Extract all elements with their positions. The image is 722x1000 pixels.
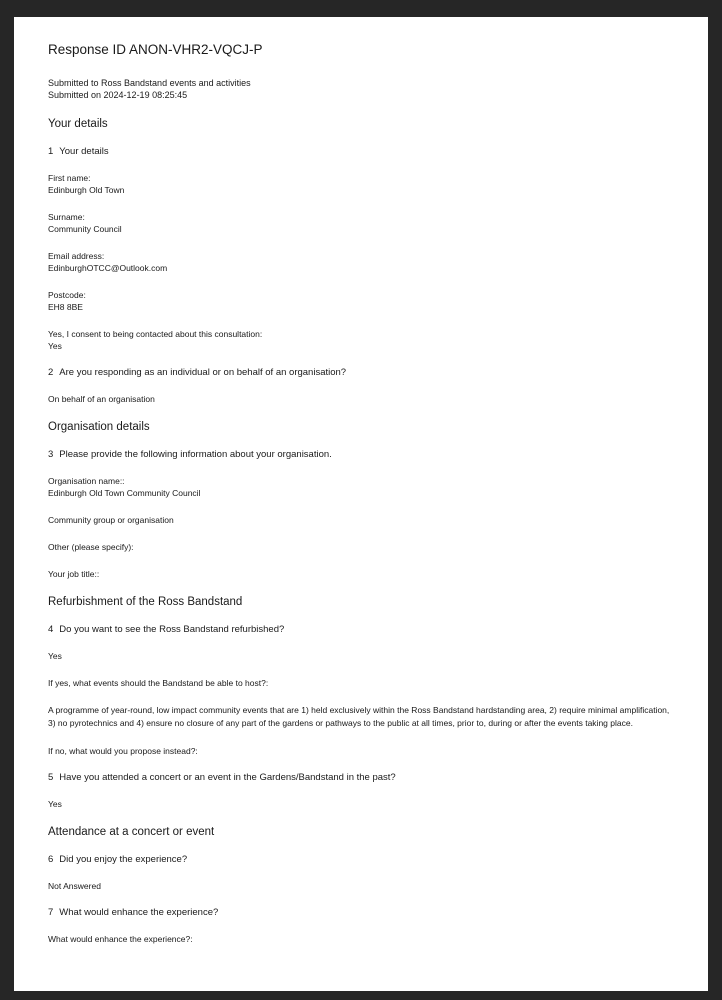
section-heading-organisation-details: Organisation details (48, 421, 150, 433)
field-value: Yes (48, 341, 62, 351)
organisation-type: Community group or organisation (48, 515, 174, 525)
section-heading-your-details: Your details (48, 118, 108, 130)
other-specify-label: Other (please specify): (48, 542, 134, 552)
answer-block (48, 393, 673, 405)
submission-meta (48, 77, 673, 101)
question-number: 6 (48, 854, 54, 865)
answer-block (48, 880, 673, 892)
answer-q6: Not Answered (48, 881, 101, 891)
question-text: Are you responding as an individual or on behalf of an organisation? (59, 367, 347, 378)
field-label: Email address: (48, 251, 105, 261)
answer-block (48, 933, 673, 945)
response-id-title: Response ID ANON-VHR2-VQCJ-P (48, 42, 263, 57)
answer-block (48, 568, 673, 580)
field-email (48, 250, 673, 274)
section-heading-attendance: Attendance at a concert or event (48, 826, 215, 838)
answer-block (48, 798, 673, 810)
question-text: Did you enjoy the experience? (59, 854, 188, 865)
field-value: EH8 8BE (48, 302, 83, 312)
field-label: First name: (48, 173, 91, 183)
events-label: If yes, what events should the Bandstand be able to host?: (48, 678, 269, 688)
section-heading-refurbishment: Refurbishment of the Ross Bandstand (48, 596, 243, 608)
field-value: Edinburgh Old Town Community Council (48, 488, 201, 498)
field-label: Postcode: (48, 290, 86, 300)
question-6 (48, 854, 673, 866)
field-value: Edinburgh Old Town (48, 185, 125, 195)
question-3 (48, 449, 673, 461)
question-text: Do you want to see the Ross Bandstand refurbished? (59, 624, 285, 635)
field-label: Surname: (48, 212, 85, 222)
question-number: 2 (48, 367, 54, 378)
question-text: Please provide the following information about your organisation. (59, 449, 332, 460)
question-7 (48, 907, 673, 919)
answer-q2: On behalf of an organisation (48, 394, 155, 404)
question-1 (48, 146, 673, 158)
field-value: Community Council (48, 224, 122, 234)
job-title-label: Your job title:: (48, 569, 100, 579)
field-organisation-name (48, 475, 673, 499)
question-text: Have you attended a concert or an event in the Gardens/Bandstand in the past? (59, 772, 396, 783)
question-number: 1 (48, 146, 54, 157)
field-first-name (48, 172, 673, 196)
answer-block (48, 745, 673, 757)
question-text: Your details (59, 146, 109, 157)
field-postcode (48, 289, 673, 313)
question-4 (48, 624, 673, 636)
events-answer: A programme of year-round, low impact community events that are 1) held exclusively within the Ross Bandstand hardstanding area, 2) require minimal amplification, 3) no pyrotechnics and 4) ensure no closure of any part of the gardens or pathways to the public at all times, prior to, during or after the events taking place. (48, 705, 670, 728)
submitted-on: Submitted on 2024-12-19 08:25:45 (48, 90, 188, 100)
enhance-experience-label: What would enhance the experience?: (48, 934, 193, 944)
field-value: EdinburghOTCC@Outlook.com (48, 263, 168, 273)
answer-block (48, 704, 673, 730)
answer-block (48, 514, 673, 526)
question-5 (48, 772, 673, 784)
answer-q5: Yes (48, 799, 62, 809)
question-text: What would enhance the experience? (59, 907, 219, 918)
answer-block (48, 541, 673, 553)
document-page (14, 17, 708, 991)
question-number: 3 (48, 449, 54, 460)
question-number: 5 (48, 772, 54, 783)
propose-instead-label: If no, what would you propose instead?: (48, 746, 198, 756)
field-surname (48, 211, 673, 235)
submitted-to: Submitted to Ross Bandstand events and activities (48, 78, 251, 88)
document-content (48, 42, 673, 960)
answer-q4: Yes (48, 651, 62, 661)
field-label: Yes, I consent to being contacted about this consultation: (48, 329, 263, 339)
answer-block (48, 677, 673, 689)
field-consent (48, 328, 673, 352)
question-2 (48, 367, 673, 379)
question-number: 7 (48, 907, 54, 918)
field-label: Organisation name:: (48, 476, 125, 486)
answer-block (48, 650, 673, 662)
question-number: 4 (48, 624, 54, 635)
